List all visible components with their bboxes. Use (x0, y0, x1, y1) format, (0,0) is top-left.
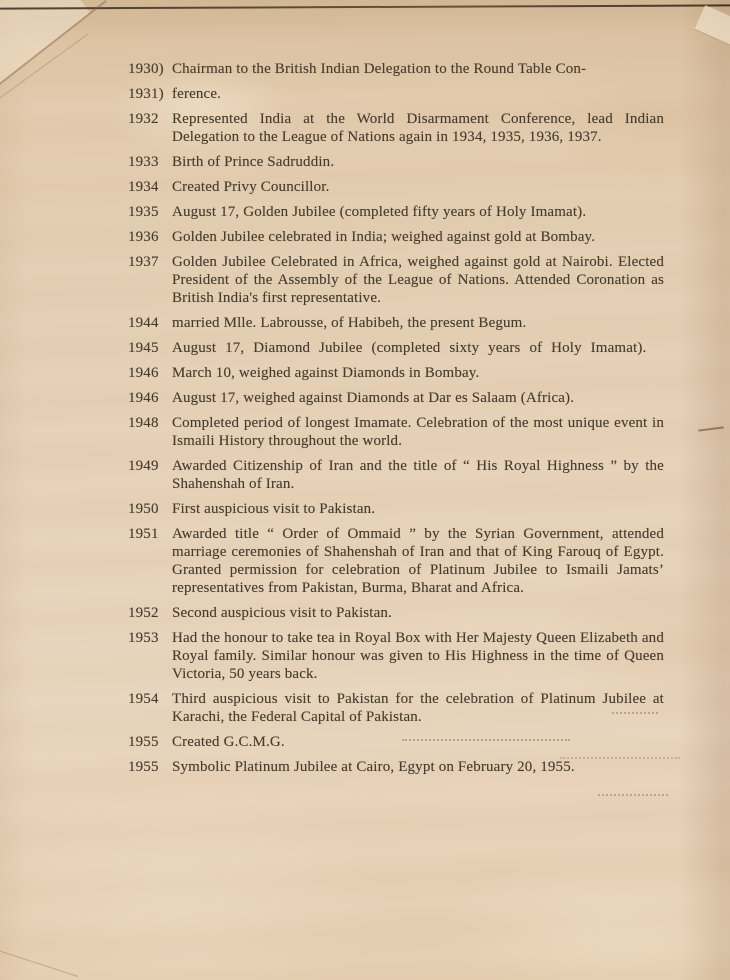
timeline-entry (0, 690, 730, 726)
entry-year: 1933 (128, 154, 159, 170)
entry-text: August 17, weighed against Diamonds at Dar es Salaam (Africa). (172, 390, 575, 406)
entry-year: 1950 (128, 501, 159, 517)
entry-text: Third auspicious visit to Pakistan for the celebration of Platinum Jubilee at Karachi, the Federal Capital of Pakistan. (172, 691, 664, 725)
entry-year: 1951 (128, 526, 159, 542)
timeline-entry (0, 60, 730, 78)
entry-text: married Mlle. Labrousse, of Habibeh, the present Begum. (172, 315, 527, 331)
timeline-entry (0, 228, 730, 246)
paper-crease-bottom-left (0, 948, 78, 977)
entry-year: 1946 (128, 390, 159, 406)
entry-year: 1946 (128, 365, 159, 381)
entry-year: 1937 (128, 254, 159, 270)
timeline-entry (0, 525, 730, 597)
entry-text: Second auspicious visit to Pakistan. (172, 605, 392, 621)
paper-top-edge-line (0, 4, 730, 9)
timeline-entry (0, 758, 730, 776)
entry-text: Awarded Citizenship of Iran and the title of “ His Royal Highness ” by the Shahenshah of Iran. (172, 458, 664, 492)
timeline-entry (0, 178, 730, 196)
entry-year: 1952 (128, 605, 159, 621)
timeline-entry (0, 500, 730, 518)
entry-text: March 10, weighed against Diamonds in Bombay. (172, 365, 480, 381)
entry-year: 1949 (128, 458, 159, 474)
entry-text: Birth of Prince Sadruddin. (172, 154, 335, 170)
entry-text: ference. (172, 86, 222, 102)
timeline-entry (0, 85, 730, 103)
entry-year: 1945 (128, 340, 159, 356)
entry-text: Completed period of longest Imamate. Celebration of the most unique event in Ismaili History throughout the world. (172, 415, 664, 449)
entry-year: 1931) (128, 86, 164, 102)
entry-text: Represented India at the World Disarmament Conference, lead Indian Delegation to the League of Nations again in 1934, 1935, 1936, 1937. (172, 111, 664, 145)
paper-specks (598, 794, 668, 796)
timeline-entry (0, 364, 730, 382)
timeline-entry (0, 110, 730, 146)
entry-text: Symbolic Platinum Jubilee at Cairo, Egypt on February 20, 1955. (172, 759, 575, 775)
entry-text: First auspicious visit to Pakistan. (172, 501, 376, 517)
entry-year: 1955 (128, 759, 159, 775)
entry-year: 1944 (128, 315, 159, 331)
entry-text: Created Privy Councillor. (172, 179, 330, 195)
timeline-entry (0, 253, 730, 307)
timeline-entry (0, 153, 730, 171)
entry-text: Golden Jubilee celebrated in India; weighed against gold at Bombay. (172, 229, 596, 245)
timeline-entry (0, 629, 730, 683)
timeline-entry (0, 314, 730, 332)
entry-year: 1955 (128, 734, 159, 750)
entry-year: 1930) (128, 61, 164, 77)
entry-text: Golden Jubilee Celebrated in Africa, weighed against gold at Nairobi. Elected President of the Assembly of the League of Nations. Attended Coronation as British India's first representative. (172, 254, 664, 306)
timeline-entry (0, 203, 730, 221)
entry-year: 1936 (128, 229, 159, 245)
timeline-entry (0, 457, 730, 493)
entry-year: 1948 (128, 415, 159, 431)
paper-tear-top-right (694, 5, 730, 46)
entry-text: Awarded title “ Order of Ommaid ” by the Syrian Government, attended marriage ceremonies of Shahenshah of Iran and that of King Farouq of Egypt. Granted permission for celebration of Platinum Jubilee to Ismaili Jamats’ representatives from Pakistan, Burma, Bharat and Africa. (172, 526, 664, 596)
entry-text: Had the honour to take tea in Royal Box with Her Majesty Queen Elizabeth and Royal family. Similar honour was given to His Highness in the time of Queen Victoria, 50 years back. (172, 630, 664, 682)
entry-text: August 17, Diamond Jubilee (completed sixty years of Holy Imamat). (172, 340, 647, 356)
entry-year: 1954 (128, 691, 159, 707)
entry-text: Chairman to the British Indian Delegation to the Round Table Con- (172, 61, 587, 77)
entry-year: 1934 (128, 179, 159, 195)
entry-year: 1935 (128, 204, 159, 220)
timeline-list (0, 60, 730, 783)
timeline-entry (0, 604, 730, 622)
entry-text: August 17, Golden Jubilee (completed fifty years of Holy Imamat). (172, 204, 587, 220)
entry-year: 1953 (128, 630, 159, 646)
timeline-entry (0, 339, 730, 357)
timeline-entry (0, 733, 730, 751)
timeline-entry (0, 389, 730, 407)
entry-text: Created G.C.M.G. (172, 734, 285, 750)
timeline-entry (0, 414, 730, 450)
entry-year: 1932 (128, 111, 159, 127)
